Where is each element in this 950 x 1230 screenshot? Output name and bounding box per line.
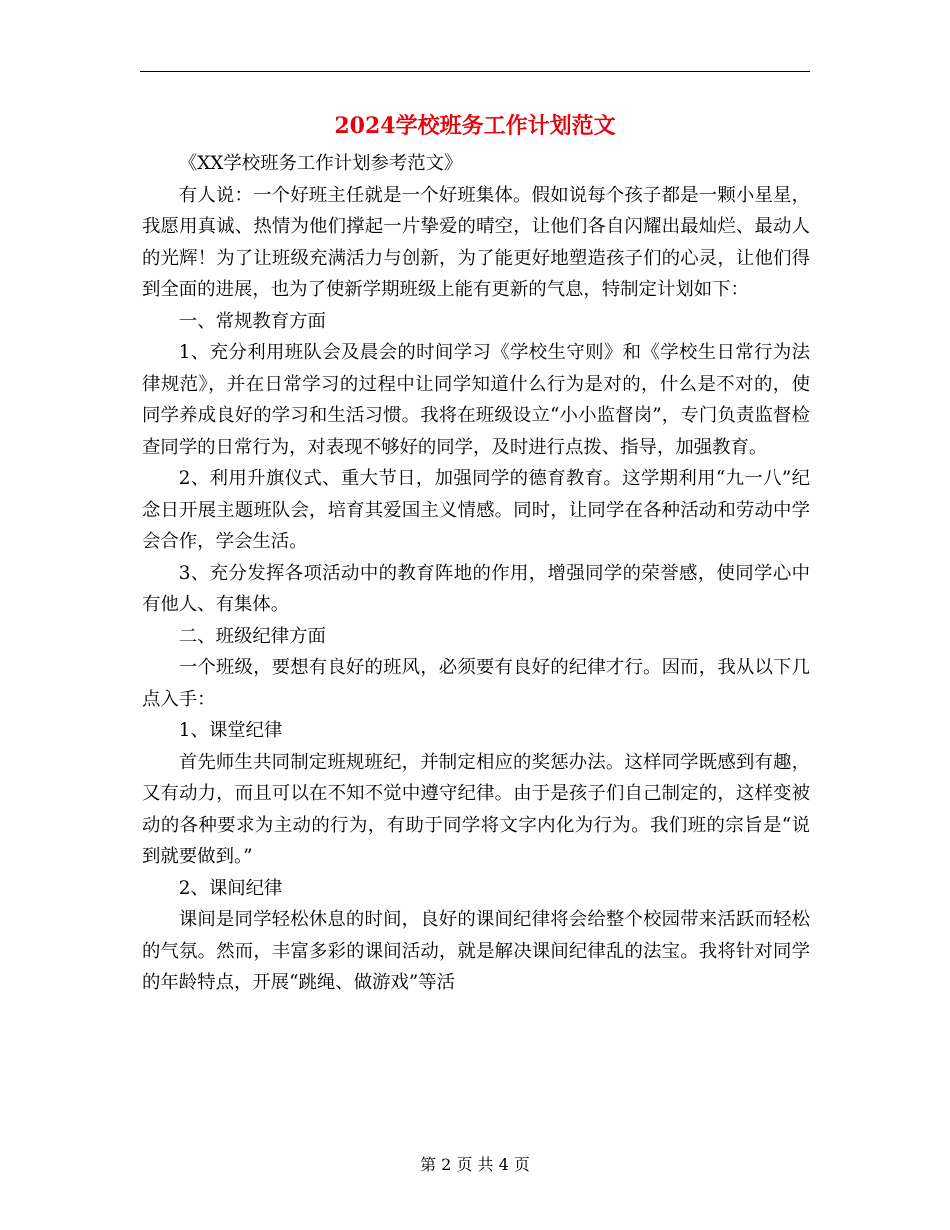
paragraph: 3、充分发挥各项活动中的教育阵地的作用，增强同学的荣誉感，使同学心中有他人、有集体。 bbox=[142, 562, 810, 615]
header-rule bbox=[140, 71, 810, 72]
paragraph: 1、充分利用班队会及晨会的时间学习《学校生守则》和《学校生日常行为法律规范》，并在日常学习的过程中让同学知道什么行为是对的，什么是不对的，使同学养成良好的学习和生活习惯。我将在班级设立“小小监督岗”，专门负责监督检查同学的日常行为，对表现不够好的同学，及时进行点拨、指导，加强教育。 bbox=[142, 342, 810, 458]
section-heading: 一、常规教育方面 bbox=[178, 310, 326, 332]
subsection-heading: 2、课间纪律 bbox=[178, 877, 283, 899]
page-number: 第 2 页 共 4 页 bbox=[420, 1155, 530, 1174]
paragraph: 首先师生共同制定班规班纪，并制定相应的奖惩办法。这样同学既感到有趣，又有动力，而且可以在不知不觉中遵守纪律。由于是孩子们自己制定的，这样变被动的各种要求为主动的行为，有助于同学将文字内化为行为。我们班的宗旨是“说到就要做到。” bbox=[142, 751, 810, 867]
paragraph: 一个班级，要想有良好的班风，必须要有良好的纪律才行。因而，我从以下几点入手： bbox=[142, 657, 810, 710]
section-heading: 二、班级纪律方面 bbox=[178, 625, 326, 647]
document-title: 2024学校班务工作计划范文 bbox=[334, 113, 616, 139]
paragraph: 《XX学校班务工作计划参考范文》 bbox=[178, 153, 463, 174]
paragraph: 有人说：一个好班主任就是一个好班集体。假如说每个孩子都是一颗小星星，我愿用真诚、热情为他们撑起一片挚爱的晴空，让他们各自闪耀出最灿烂、最动人的光辉！为了让班级充满活力与创新，为了能更好地塑造孩子们的心灵，让他们得到全面的进展，也为了使新学期班级上能有更新的气息，特制定计划如下： bbox=[142, 184, 810, 300]
subsection-heading: 1、课堂纪律 bbox=[178, 720, 283, 741]
paragraph: 课间是同学轻松休息的时间，良好的课间纪律将会给整个校园带来活跃而轻松的气氛。然而，丰富多彩的课间活动，就是解决课间纪律乱的法宝。我将针对同学的年龄特点，开展“跳绳、做游戏”等活 bbox=[142, 909, 810, 993]
document-body bbox=[142, 148, 810, 999]
paragraph: 2、利用升旗仪式、重大节日，加强同学的德育教育。这学期利用“九一八”纪念日开展主题班队会，培育其爱国主义情感。同时，让同学在各种活动和劳动中学会合作，学会生活。 bbox=[142, 468, 810, 552]
